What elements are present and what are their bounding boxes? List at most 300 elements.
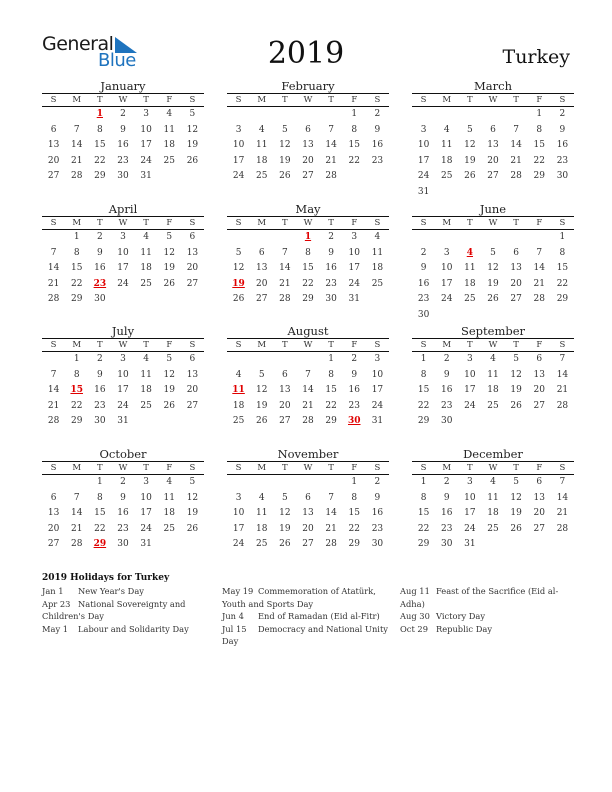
day-cell: 25 — [440, 171, 453, 181]
day-cell: 24 — [117, 278, 129, 289]
day-cell: 1 — [420, 354, 427, 364]
month-november — [227, 447, 389, 553]
day-cell: 14 — [325, 508, 337, 518]
day-cell: 17 — [464, 385, 476, 395]
day-cell: 13 — [255, 263, 268, 273]
day-cell: 1 — [328, 354, 334, 364]
day-cell: 1 — [351, 109, 358, 119]
day-cell: 6 — [513, 247, 519, 258]
day-cell: 8 — [73, 369, 80, 380]
day-cell: 12 — [186, 492, 199, 503]
day-cell: 23 — [348, 400, 360, 411]
day-cell: 8 — [559, 247, 566, 258]
day-cell: 6 — [305, 492, 311, 503]
day-cell: 26 — [186, 155, 199, 166]
logo-general-text: General — [42, 33, 114, 55]
day-cell: 29 — [302, 294, 314, 304]
day-cell: 9 — [374, 124, 381, 135]
weekday-label: T — [513, 95, 519, 105]
day-cell: 26 — [510, 400, 522, 411]
holiday-name: Commemoration of Atatürk, Youth and Sports Day — [222, 586, 376, 609]
day-cell: 24 — [440, 294, 453, 304]
day-cell: 5 — [258, 369, 265, 380]
day-cell: 8 — [351, 492, 358, 503]
holiday-date: 19 — [232, 278, 245, 289]
weekday-label: S — [235, 463, 242, 473]
day-cell: 2 — [374, 477, 381, 487]
holidays-column — [42, 585, 212, 635]
weekday-header — [42, 93, 204, 107]
day-cell: 21 — [70, 523, 83, 534]
day-cell: 22 — [533, 155, 545, 166]
day-cell: 12 — [510, 492, 522, 503]
holiday-date-label: May 19 — [222, 586, 254, 596]
day-cell: 25 — [464, 294, 476, 304]
day-cell: 23 — [556, 155, 569, 166]
day-cell: 19 — [510, 385, 522, 395]
day-cell: 9 — [120, 124, 126, 135]
day-cell: 7 — [559, 354, 566, 364]
weekday-header — [227, 338, 389, 352]
month-name: February — [281, 79, 335, 93]
day-cell: 11 — [163, 124, 175, 135]
empty-cell — [412, 107, 435, 123]
day-cell: 26 — [487, 294, 499, 304]
day-cell: 20 — [302, 523, 314, 534]
holiday-date: 11 — [232, 385, 245, 395]
empty-cell — [481, 230, 504, 246]
day-cell: 7 — [328, 492, 334, 503]
weekday-label: M — [442, 95, 452, 105]
day-cell: 2 — [559, 109, 566, 119]
day-cell: 8 — [73, 247, 80, 258]
weekday-label: M — [72, 463, 82, 473]
day-cell: 5 — [490, 247, 496, 258]
day-cell: 24 — [464, 400, 476, 411]
day-cell: 30 — [417, 309, 430, 320]
day-cell: 4 — [143, 354, 149, 364]
day-cell: 31 — [464, 539, 476, 549]
weekday-label: S — [235, 218, 242, 228]
day-cell: 7 — [73, 124, 80, 135]
day-cell: 17 — [440, 278, 453, 289]
empty-cell — [458, 230, 481, 246]
weekday-label: S — [559, 340, 566, 350]
weekday-header — [227, 216, 389, 230]
weekday-label: F — [536, 218, 543, 228]
day-cell: 2 — [328, 232, 334, 242]
day-cell: 7 — [513, 124, 519, 135]
month-august — [227, 324, 389, 430]
month-name: April — [108, 202, 138, 216]
month-july — [42, 324, 204, 430]
country-label: Turkey — [502, 46, 570, 68]
weekday-label: M — [257, 218, 267, 228]
day-cell: 20 — [255, 278, 268, 289]
weekday-label: F — [351, 95, 358, 105]
holiday-name: Democracy and National Unity Day — [222, 623, 388, 646]
holiday-item — [222, 585, 392, 610]
day-cell: 26 — [464, 171, 476, 181]
weekday-label: T — [467, 218, 473, 228]
day-cell: 23 — [325, 278, 337, 289]
day-cell: 14 — [533, 263, 545, 273]
day-cell: 14 — [47, 263, 60, 273]
day-cell: 30 — [440, 539, 453, 549]
day-cell: 7 — [281, 247, 288, 258]
day-cell: 14 — [279, 263, 291, 273]
day-cell: 28 — [70, 171, 83, 181]
day-cell: 28 — [47, 294, 60, 304]
day-cell: 13 — [302, 508, 314, 518]
month-december — [412, 447, 574, 553]
weekday-label: T — [97, 218, 103, 228]
weekday-label: S — [189, 463, 196, 473]
day-cell: 27 — [533, 400, 545, 411]
day-cell: 21 — [533, 278, 545, 289]
logo-blue-text: Blue — [98, 50, 136, 71]
day-cell: 11 — [464, 263, 476, 273]
day-cell: 25 — [255, 539, 268, 549]
day-cell: 4 — [143, 232, 149, 242]
day-cell: 7 — [73, 492, 80, 503]
day-cell: 22 — [556, 278, 569, 289]
day-cell: 17 — [232, 155, 245, 166]
day-cell: 10 — [232, 508, 245, 518]
day-cell: 9 — [120, 492, 126, 503]
day-cell: 16 — [371, 508, 384, 518]
empty-cell — [481, 107, 504, 123]
day-cell: 24 — [117, 400, 129, 411]
day-cell: 13 — [47, 508, 60, 518]
weekday-label: S — [420, 340, 427, 350]
day-cell: 11 — [140, 369, 152, 380]
weekday-label: F — [166, 218, 173, 228]
day-cell: 4 — [166, 477, 173, 487]
day-cell: 30 — [94, 294, 106, 304]
weekday-header — [412, 93, 574, 107]
day-cell: 27 — [255, 294, 268, 304]
empty-cell — [42, 475, 65, 491]
day-cell: 24 — [140, 155, 152, 166]
day-cell: 13 — [302, 140, 314, 150]
day-cell: 24 — [232, 539, 245, 549]
day-cell: 15 — [417, 385, 430, 395]
weekday-label: T — [328, 463, 334, 473]
day-cell: 4 — [258, 124, 265, 135]
holiday-date-label: Jan 1 — [42, 586, 64, 596]
empty-cell — [65, 107, 88, 123]
day-cell: 19 — [163, 385, 175, 395]
empty-cell — [296, 475, 319, 491]
weekday-label: S — [420, 95, 427, 105]
month-june — [412, 202, 574, 323]
day-cell: 4 — [490, 477, 496, 487]
weekday-label: T — [143, 218, 149, 228]
day-cell: 16 — [117, 508, 129, 518]
day-cell: 20 — [510, 278, 522, 289]
day-cell: 21 — [556, 385, 569, 395]
weekday-label: T — [328, 95, 334, 105]
day-cell: 22 — [417, 400, 430, 411]
day-cell: 1 — [351, 477, 358, 487]
day-cell: 13 — [510, 263, 522, 273]
day-cell: 6 — [536, 354, 543, 364]
day-cell: 4 — [490, 354, 496, 364]
day-cell: 27 — [186, 278, 199, 289]
day-cell: 6 — [536, 477, 543, 487]
empty-cell — [505, 107, 528, 123]
day-cell: 15 — [417, 508, 430, 518]
day-cell: 18 — [232, 400, 245, 411]
holidays-column — [222, 585, 392, 648]
day-cell: 2 — [443, 477, 450, 487]
weekday-label: T — [328, 340, 334, 350]
day-cell: 27 — [510, 294, 522, 304]
day-cell: 28 — [70, 539, 83, 549]
day-cell: 10 — [140, 492, 152, 503]
day-cell: 15 — [94, 508, 106, 518]
weekday-label: S — [50, 463, 57, 473]
weekday-label: T — [143, 463, 149, 473]
day-cell: 14 — [47, 385, 60, 395]
day-cell: 3 — [374, 354, 381, 364]
day-cell: 25 — [140, 400, 152, 411]
day-cell: 31 — [417, 186, 430, 197]
weekday-label: T — [143, 340, 149, 350]
holidays-section — [42, 573, 582, 646]
day-cell: 22 — [70, 400, 83, 411]
empty-cell — [320, 475, 343, 491]
day-cell: 16 — [440, 385, 453, 395]
day-cell: 18 — [163, 140, 175, 150]
holiday-date-label: May 1 — [42, 623, 69, 634]
weekday-label: M — [72, 95, 82, 105]
day-cell: 11 — [255, 508, 268, 518]
day-cell: 11 — [487, 492, 499, 503]
day-cell: 21 — [302, 400, 314, 411]
day-cell: 4 — [235, 369, 242, 380]
empty-cell — [250, 107, 273, 123]
empty-cell — [528, 230, 551, 246]
day-cell: 10 — [232, 140, 245, 150]
empty-cell — [435, 107, 458, 123]
weekday-label: T — [513, 340, 519, 350]
day-cell: 15 — [94, 140, 106, 150]
holiday-item — [42, 598, 212, 623]
weekday-label: S — [50, 340, 57, 350]
empty-cell — [458, 107, 481, 123]
day-cell: 17 — [371, 385, 384, 395]
day-cell: 6 — [189, 354, 196, 364]
weekday-label: T — [467, 463, 473, 473]
day-cell: 30 — [440, 416, 453, 426]
year-title: 2019 — [267, 36, 345, 71]
day-cell: 29 — [533, 171, 545, 181]
day-cell: 3 — [235, 492, 242, 503]
day-cell: 5 — [166, 232, 173, 242]
day-cell: 22 — [417, 523, 430, 534]
weekday-label: S — [374, 340, 381, 350]
empty-cell — [296, 352, 319, 368]
holiday-date: 30 — [348, 416, 361, 426]
weekday-label: T — [282, 340, 288, 350]
day-cell: 16 — [94, 385, 106, 395]
day-cell: 21 — [47, 400, 60, 411]
day-cell: 18 — [487, 385, 499, 395]
holiday-date: 1 — [96, 109, 103, 119]
day-cell: 17 — [140, 140, 152, 150]
day-cell: 2 — [96, 232, 103, 242]
day-cell: 12 — [510, 369, 522, 380]
day-cell: 20 — [279, 400, 291, 411]
day-cell: 11 — [440, 140, 453, 150]
day-cell: 19 — [464, 155, 476, 166]
day-cell: 28 — [556, 400, 569, 411]
day-cell: 2 — [351, 354, 358, 364]
weekday-label: M — [257, 340, 267, 350]
month-name: July — [111, 324, 135, 338]
day-cell: 21 — [510, 155, 522, 166]
day-cell: 21 — [556, 508, 569, 518]
day-cell: 16 — [417, 278, 430, 289]
day-cell: 15 — [302, 263, 314, 273]
day-cell: 10 — [417, 140, 430, 150]
day-cell: 26 — [510, 523, 522, 534]
day-cell: 29 — [417, 539, 430, 549]
holiday-date-label: Jul 15 — [222, 623, 247, 634]
day-cell: 2 — [374, 109, 381, 119]
day-cell: 10 — [464, 369, 476, 380]
day-cell: 23 — [371, 155, 384, 166]
day-cell: 30 — [371, 539, 384, 549]
day-cell: 2 — [420, 247, 427, 258]
day-cell: 31 — [117, 416, 129, 426]
month-october — [42, 447, 204, 553]
weekday-header — [42, 338, 204, 352]
day-cell: 25 — [487, 400, 499, 411]
day-cell: 12 — [232, 263, 245, 273]
weekday-label: W — [303, 95, 313, 105]
empty-cell — [42, 107, 65, 123]
day-cell: 26 — [163, 400, 175, 411]
holiday-date: 23 — [93, 278, 107, 289]
day-cell: 14 — [510, 140, 522, 150]
day-cell: 29 — [94, 171, 106, 181]
month-name: May — [295, 202, 321, 216]
day-cell: 4 — [258, 492, 265, 503]
weekday-header — [412, 461, 574, 475]
weekday-label: S — [374, 463, 381, 473]
day-cell: 6 — [50, 124, 57, 135]
day-cell: 12 — [186, 124, 199, 135]
day-cell: 27 — [279, 416, 291, 426]
day-grid — [412, 230, 574, 323]
day-cell: 19 — [487, 278, 499, 289]
day-cell: 11 — [371, 247, 384, 258]
empty-cell — [273, 230, 296, 246]
month-february — [227, 79, 389, 185]
day-cell: 9 — [374, 492, 381, 503]
weekday-label: W — [303, 218, 313, 228]
holiday-name: Labour and Solidarity Day — [78, 623, 189, 634]
day-cell: 28 — [47, 416, 60, 426]
day-cell: 25 — [371, 278, 384, 289]
day-cell: 11 — [163, 492, 175, 503]
weekday-label: F — [536, 95, 543, 105]
day-cell: 9 — [328, 247, 334, 258]
weekday-label: S — [420, 218, 427, 228]
day-cell: 27 — [302, 171, 314, 181]
day-cell: 6 — [189, 232, 196, 242]
day-cell: 13 — [279, 385, 291, 395]
day-cell: 16 — [348, 385, 360, 395]
month-april — [42, 202, 204, 308]
weekday-label: T — [467, 95, 473, 105]
weekday-label: F — [536, 340, 543, 350]
day-grid — [227, 107, 389, 185]
day-cell: 22 — [325, 400, 337, 411]
month-may — [227, 202, 389, 308]
day-cell: 5 — [235, 247, 242, 258]
day-cell: 24 — [417, 171, 430, 181]
day-cell: 26 — [279, 539, 291, 549]
day-cell: 18 — [371, 263, 384, 273]
day-cell: 28 — [325, 171, 337, 181]
day-cell: 6 — [490, 124, 496, 135]
holidays-column — [400, 585, 570, 635]
day-cell: 24 — [140, 523, 152, 534]
day-cell: 21 — [47, 278, 60, 289]
day-cell: 27 — [487, 171, 499, 181]
day-cell: 16 — [371, 140, 384, 150]
weekday-label: T — [143, 95, 149, 105]
weekday-label: W — [488, 340, 498, 350]
day-cell: 3 — [466, 477, 473, 487]
day-cell: 5 — [513, 354, 519, 364]
day-cell: 26 — [279, 171, 291, 181]
day-grid — [42, 230, 204, 308]
day-cell: 8 — [420, 492, 427, 503]
holiday-item — [222, 623, 392, 648]
day-cell: 17 — [117, 263, 129, 273]
day-cell: 19 — [510, 508, 522, 518]
day-cell: 10 — [140, 124, 152, 135]
day-cell: 3 — [143, 109, 149, 119]
holiday-item — [42, 623, 212, 636]
empty-cell — [250, 230, 273, 246]
day-cell: 9 — [96, 247, 103, 258]
empty-cell — [273, 352, 296, 368]
weekday-label: F — [166, 95, 173, 105]
weekday-label: S — [374, 218, 381, 228]
holiday-date-label: Aug 30 — [400, 611, 430, 621]
weekday-label: S — [189, 340, 196, 350]
day-cell: 12 — [487, 263, 499, 273]
day-cell: 25 — [255, 171, 268, 181]
weekday-label: S — [235, 95, 242, 105]
empty-cell — [320, 107, 343, 123]
weekday-label: T — [513, 218, 519, 228]
day-cell: 20 — [533, 385, 545, 395]
day-cell: 4 — [443, 124, 450, 135]
holiday-item — [400, 585, 570, 610]
day-cell: 19 — [279, 523, 291, 534]
day-cell: 8 — [328, 369, 334, 380]
empty-cell — [65, 475, 88, 491]
day-cell: 4 — [166, 109, 173, 119]
day-cell: 29 — [417, 416, 430, 426]
